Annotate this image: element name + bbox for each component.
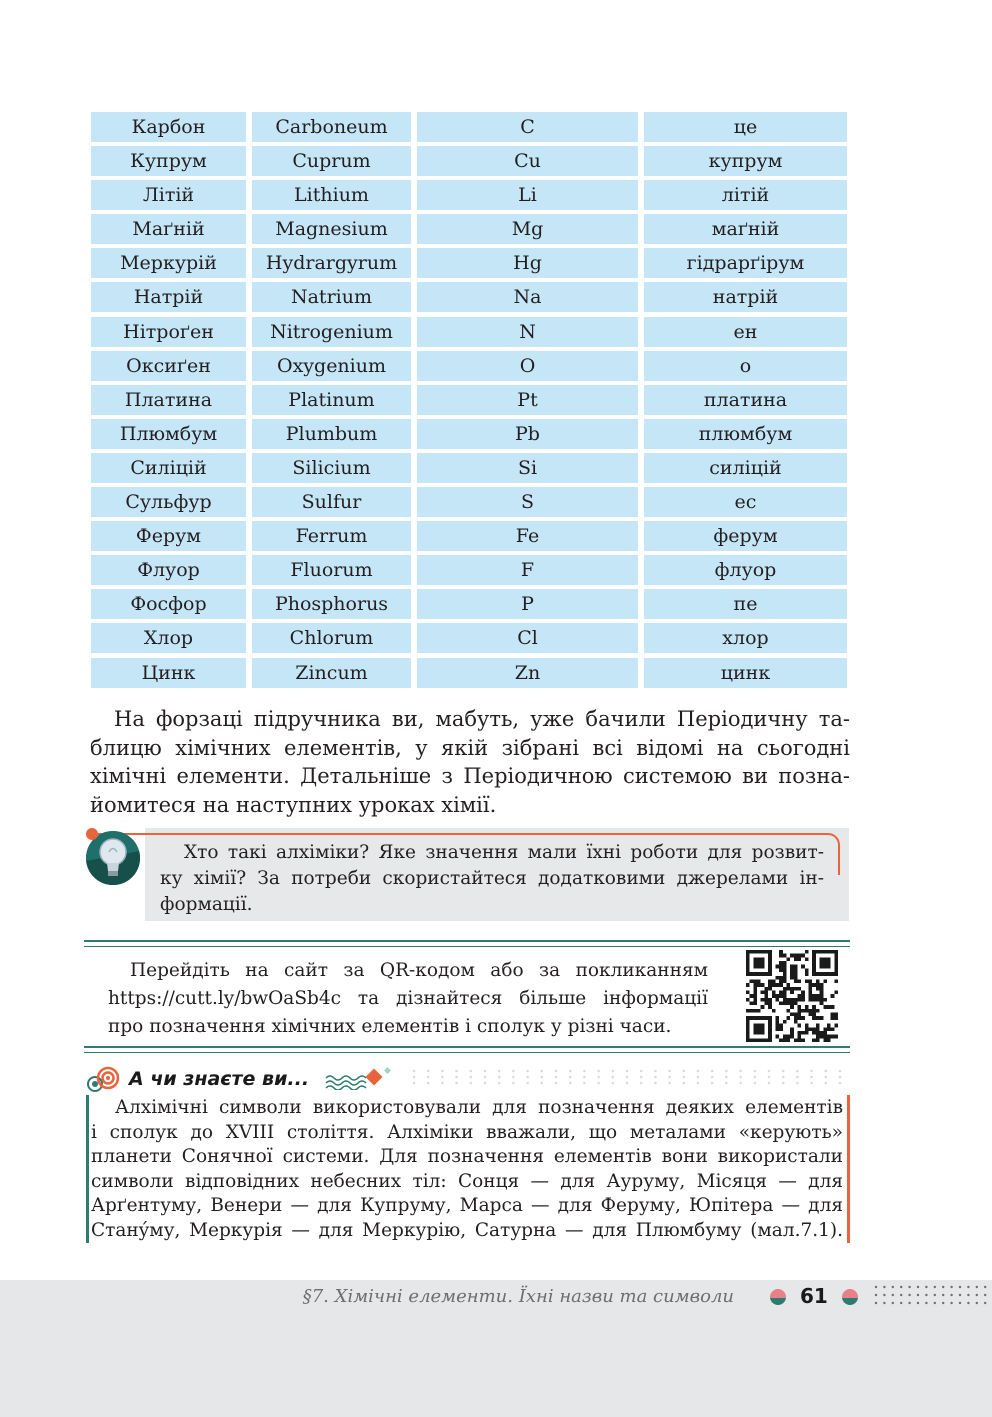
ukrainian-name-cell: Флуор xyxy=(91,555,246,585)
pronunciation-cell: плюмбум xyxy=(644,419,847,449)
qr-top-rule xyxy=(84,940,850,947)
symbol-cell: Na xyxy=(417,282,638,312)
symbol-cell: Mg xyxy=(417,214,638,244)
latin-name-cell: Plumbum xyxy=(252,419,411,449)
latin-name-cell: Chlorum xyxy=(252,623,411,653)
table-row xyxy=(91,487,847,517)
latin-name-cell: Cuprum xyxy=(252,146,411,176)
ukrainian-name-cell: Сульфур xyxy=(91,487,246,517)
qr-line: Перейдіть на сайт за QR-кодом або за покликанням xyxy=(130,960,708,981)
symbol-cell: C xyxy=(417,112,638,142)
question-text xyxy=(160,840,824,918)
page-dot-right xyxy=(842,1289,858,1305)
chapter-title: §7. Хімічні елементи. Їхні назви та символи xyxy=(302,1286,734,1307)
table-row xyxy=(91,351,847,381)
dyk-line: символи відповідних небесних тіл: Сонця — для Ауруму, Місяця — для xyxy=(91,1170,843,1192)
question-line: Хто такі алхіміки? Яке значення мали їхні роботи для розвит- xyxy=(184,842,824,863)
dyk-line: Станýму, Меркурія — для Меркурію, Сатурна — для Плюмбуму (мал.7.1). xyxy=(91,1219,843,1241)
latin-name-cell: Ferrum xyxy=(252,521,411,551)
dot-pattern xyxy=(872,1282,992,1310)
wave-decoration xyxy=(322,1066,852,1090)
symbol-cell: Cl xyxy=(417,623,638,653)
table-row xyxy=(91,589,847,619)
latin-name-cell: Sulfur xyxy=(252,487,411,517)
pronunciation-cell: платина xyxy=(644,385,847,415)
table-row xyxy=(91,453,847,483)
latin-name-cell: Natrium xyxy=(252,282,411,312)
symbol-cell: Cu xyxy=(417,146,638,176)
pronunciation-cell: натрій xyxy=(644,282,847,312)
pronunciation-cell: купрум xyxy=(644,146,847,176)
ukrainian-name-cell: Маґній xyxy=(91,214,246,244)
latin-name-cell: Silicium xyxy=(252,453,411,483)
question-line: формації. xyxy=(160,894,253,915)
symbol-cell: F xyxy=(417,555,638,585)
symbol-cell: Li xyxy=(417,180,638,210)
pronunciation-cell: хлор xyxy=(644,623,847,653)
symbol-cell: S xyxy=(417,487,638,517)
ukrainian-name-cell: Ферум xyxy=(91,521,246,551)
question-dot xyxy=(86,828,98,840)
paragraph-line: На форзаці підручника ви, мабуть, уже бачили Періодичну та- xyxy=(114,707,850,731)
paragraph-line: йомитеся на наступних уроках хімії. xyxy=(90,792,497,817)
table-row xyxy=(91,385,847,415)
table-row xyxy=(91,146,847,176)
symbol-cell: Pb xyxy=(417,419,638,449)
ukrainian-name-cell: Літій xyxy=(91,180,246,210)
qr-text xyxy=(108,957,708,1041)
ukrainian-name-cell: Меркурій xyxy=(91,248,246,278)
qr-line: про позначення хімічних елементів і сполук у різні часи. xyxy=(108,1016,672,1037)
table-row xyxy=(91,180,847,210)
target-icon xyxy=(86,1066,122,1094)
ukrainian-name-cell: Хлор xyxy=(91,623,246,653)
latin-name-cell: Hydrargyrum xyxy=(252,248,411,278)
ukrainian-name-cell: Силіцій xyxy=(91,453,246,483)
table-row xyxy=(91,521,847,551)
dyk-line: Арґентуму, Венери — для Купруму, Марса — для Феруму, Юпітера — для xyxy=(91,1195,843,1217)
paragraph-line: хімічні елементи. Детальніше з Періодичною системою ви позна- xyxy=(90,764,850,788)
ukrainian-name-cell: Платина xyxy=(91,385,246,415)
pronunciation-cell: ес xyxy=(644,487,847,517)
question-line: ку хімії? За потреби скористайтеся додатковими джерелами ін- xyxy=(160,868,824,889)
qr-code-icon[interactable] xyxy=(746,950,838,1042)
pronunciation-cell: ен xyxy=(644,317,847,347)
symbol-cell: Zn xyxy=(417,658,638,688)
latin-name-cell: Lithium xyxy=(252,180,411,210)
ukrainian-name-cell: Купрум xyxy=(91,146,246,176)
pronunciation-cell: гідрарґірум xyxy=(644,248,847,278)
ukrainian-name-cell: Карбон xyxy=(91,112,246,142)
table-row xyxy=(91,248,847,278)
symbol-cell: Fe xyxy=(417,521,638,551)
ukrainian-name-cell: Нітроґен xyxy=(91,317,246,347)
table-row xyxy=(91,419,847,449)
table-row xyxy=(91,214,847,244)
table-row xyxy=(91,623,847,653)
table-row xyxy=(91,282,847,312)
ukrainian-name-cell: Фосфор xyxy=(91,589,246,619)
latin-name-cell: Carboneum xyxy=(252,112,411,142)
did-you-know-text xyxy=(91,1096,843,1244)
latin-name-cell: Oxygenium xyxy=(252,351,411,381)
pronunciation-cell: цинк xyxy=(644,658,847,688)
body-paragraph xyxy=(90,705,850,819)
table-row xyxy=(91,317,847,347)
pronunciation-cell: пе xyxy=(644,589,847,619)
latin-name-cell: Zincum xyxy=(252,658,411,688)
latin-name-cell: Fluorum xyxy=(252,555,411,585)
page-dot-left xyxy=(770,1289,786,1305)
paragraph-line: блицю хімічних елементів, у якій зібрані всі відомі на сьогодні xyxy=(90,735,850,760)
dyk-line: Алхімічні символи використовували для позначення деяких елементів xyxy=(115,1097,843,1118)
dyk-line: планети Сонячної системи. Для позначення елементів вони використали xyxy=(91,1146,843,1168)
pronunciation-cell: ферум xyxy=(644,521,847,551)
qr-bottom-rule xyxy=(84,1046,850,1053)
pronunciation-cell: о xyxy=(644,351,847,381)
ukrainian-name-cell: Плюмбум xyxy=(91,419,246,449)
latin-name-cell: Platinum xyxy=(252,385,411,415)
symbol-cell: Si xyxy=(417,453,638,483)
table-row xyxy=(91,658,847,688)
dyk-line: і сполук до XVIII століття. Алхіміки вважали, що металами «керують» xyxy=(91,1121,843,1143)
ukrainian-name-cell: Цинк xyxy=(91,658,246,688)
pronunciation-cell: силіцій xyxy=(644,453,847,483)
latin-name-cell: Nitrogenium xyxy=(252,317,411,347)
table-row xyxy=(91,112,847,142)
symbol-cell: N xyxy=(417,317,638,347)
symbol-cell: P xyxy=(417,589,638,619)
page-number: 61 xyxy=(800,1284,828,1308)
elements-table xyxy=(91,112,847,692)
pronunciation-cell: флуор xyxy=(644,555,847,585)
pronunciation-cell: літій xyxy=(644,180,847,210)
table-row xyxy=(91,555,847,585)
symbol-cell: Pt xyxy=(417,385,638,415)
symbol-cell: Hg xyxy=(417,248,638,278)
symbol-cell: O xyxy=(417,351,638,381)
latin-name-cell: Phosphorus xyxy=(252,589,411,619)
pronunciation-cell: це xyxy=(644,112,847,142)
ukrainian-name-cell: Натрій xyxy=(91,282,246,312)
pronunciation-cell: маґній xyxy=(644,214,847,244)
qr-line: https://cutt.ly/bwOaSb4c та дізнайтеся більше інформації xyxy=(108,988,708,1009)
did-you-know-title: А чи знаєте ви... xyxy=(129,1068,310,1090)
latin-name-cell: Magnesium xyxy=(252,214,411,244)
ukrainian-name-cell: Оксиґен xyxy=(91,351,246,381)
